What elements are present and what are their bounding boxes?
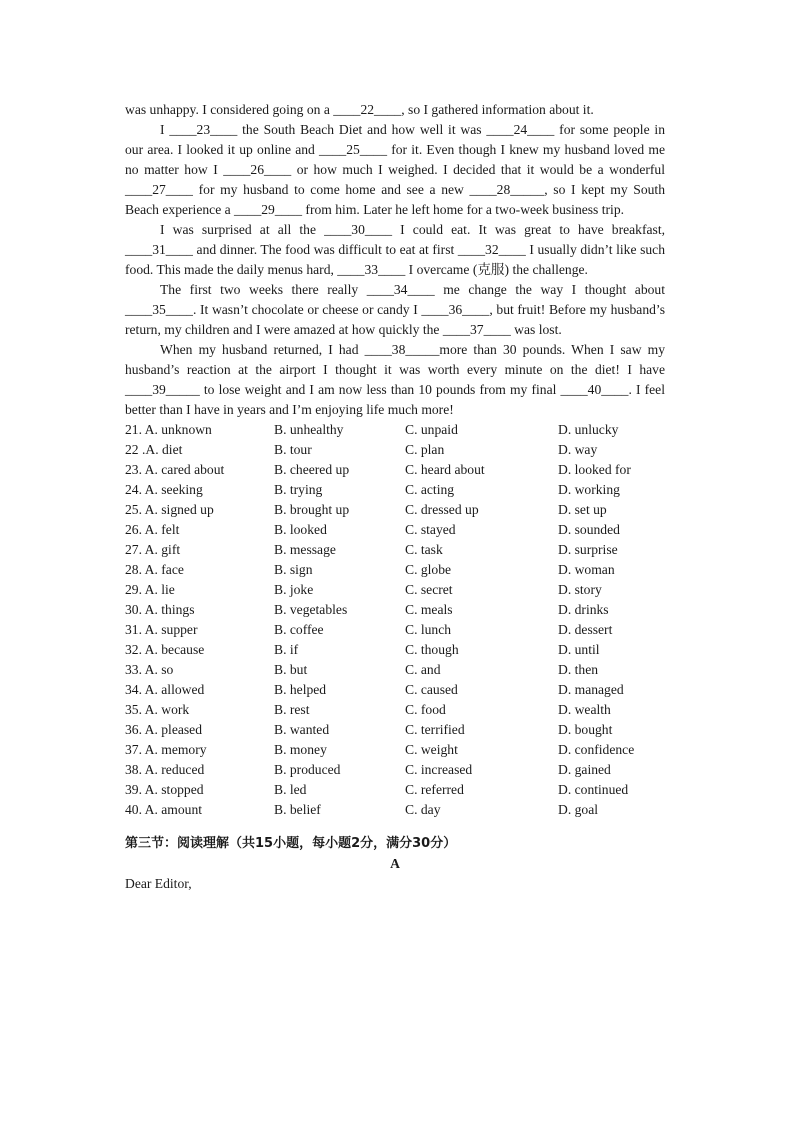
option-d: D. until bbox=[558, 642, 600, 657]
option-a: 30. A. things bbox=[125, 602, 195, 617]
option-a: 28. A. face bbox=[125, 562, 184, 577]
question-row bbox=[125, 440, 665, 460]
option-d: D. then bbox=[558, 662, 599, 677]
option-c: C. caused bbox=[405, 682, 458, 697]
option-d: D. confidence bbox=[558, 742, 635, 757]
option-b: B. rest bbox=[274, 702, 310, 717]
option-d: D. looked for bbox=[558, 462, 631, 477]
option-d: D. woman bbox=[558, 562, 615, 577]
option-b: B. brought up bbox=[274, 502, 350, 517]
option-d: D. story bbox=[558, 582, 602, 597]
option-b: B. but bbox=[274, 662, 308, 677]
option-a: 32. A. because bbox=[125, 642, 205, 657]
option-d: D. surprise bbox=[558, 542, 618, 557]
option-d: D. bought bbox=[558, 722, 613, 737]
option-b: B. wanted bbox=[274, 722, 330, 737]
option-b: B. cheered up bbox=[274, 462, 350, 477]
option-b: B. money bbox=[274, 742, 327, 757]
option-c: C. globe bbox=[405, 562, 452, 577]
option-a: 27. A. gift bbox=[125, 542, 181, 557]
question-row bbox=[125, 720, 665, 740]
question-row bbox=[125, 680, 665, 700]
passage-paragraph: I ____23____ the South Beach Diet and how well it was ____24____ for some people in our area. I looked it up online and ____25____ for it. Even though I knew my husband loved me no matter how I ____26____ or how much I weighed. I decided that it would be a wonderful ____27____ for my husband to come home and see a new ____28_____, so I kept my South Beach experience a ____29____ from him. Later he left home for a two-week business trip. bbox=[125, 122, 665, 217]
option-c: C. dressed up bbox=[405, 502, 479, 517]
option-d: D. managed bbox=[558, 682, 624, 697]
option-b: B. looked bbox=[274, 522, 327, 537]
passage-paragraph: When my husband returned, I had ____38_____more than 30 pounds. When I saw my husband’s reaction at the airport I thought it was worth every minute on the diet! I have ____39_____ to lose weight and I am now less than 10 pounds from my final ____40____. I feel better than I have in years and I’m enjoying life much more! bbox=[125, 342, 665, 417]
option-a: 29. A. lie bbox=[125, 582, 175, 597]
question-row bbox=[125, 500, 665, 520]
option-a: 37. A. memory bbox=[125, 742, 207, 757]
option-c: C. food bbox=[405, 702, 446, 717]
question-row bbox=[125, 520, 665, 540]
passage-paragraph: was unhappy. I considered going on a ____22____, so I gathered information about it. bbox=[125, 102, 594, 117]
option-c: C. unpaid bbox=[405, 422, 458, 437]
option-b: B. coffee bbox=[274, 622, 324, 637]
option-d: D. wealth bbox=[558, 702, 611, 717]
question-row bbox=[125, 700, 665, 720]
question-row bbox=[125, 660, 665, 680]
passage-paragraph: The first two weeks there really ____34____ me change the way I thought about ____35____. It wasn’t chocolate or cheese or candy I ____36____, but fruit! Before my husband’s return, my children and I were amazed at how quickly the ____37____ was lost. bbox=[125, 282, 665, 337]
option-b: B. message bbox=[274, 542, 336, 557]
option-a: 35. A. work bbox=[125, 702, 190, 717]
question-row bbox=[125, 620, 665, 640]
passage-paragraph: I was surprised at all the ____30____ I could eat. It was great to have breakfast, ____31____ and dinner. The food was difficult to eat at first ____32____ I usually didn’t like such food. This made the daily menus hard, ____33____ I overcame (克服) the challenge. bbox=[125, 222, 665, 277]
option-b: B. tour bbox=[274, 442, 312, 457]
option-a: 26. A. felt bbox=[125, 522, 180, 537]
option-b: B. vegetables bbox=[274, 602, 348, 617]
option-a: 33. A. so bbox=[125, 662, 174, 677]
option-c: C. acting bbox=[405, 482, 455, 497]
option-a: 34. A. allowed bbox=[125, 682, 205, 697]
option-c: C. secret bbox=[405, 582, 453, 597]
option-c: C. plan bbox=[405, 442, 445, 457]
letter-salutation: Dear Editor, bbox=[125, 876, 192, 891]
question-row bbox=[125, 420, 665, 440]
option-d: D. unlucky bbox=[558, 422, 619, 437]
option-a: 24. A. seeking bbox=[125, 482, 203, 497]
option-a: 22 .A. diet bbox=[125, 442, 183, 457]
option-c: C. increased bbox=[405, 762, 473, 777]
question-row bbox=[125, 800, 665, 820]
option-a: 40. A. amount bbox=[125, 802, 203, 817]
option-c: C. stayed bbox=[405, 522, 456, 537]
option-c: C. day bbox=[405, 802, 441, 817]
option-d: D. gained bbox=[558, 762, 611, 777]
section-heading: 第三节：阅读理解（共15小题，每小题2分，满分30分） bbox=[125, 836, 457, 851]
option-b: B. produced bbox=[274, 762, 341, 777]
option-d: D. working bbox=[558, 482, 620, 497]
option-d: D. set up bbox=[558, 502, 607, 517]
option-d: D. way bbox=[558, 442, 598, 457]
option-a: 23. A. cared about bbox=[125, 462, 225, 477]
exam-page bbox=[125, 100, 665, 894]
option-b: B. helped bbox=[274, 682, 327, 697]
question-row bbox=[125, 460, 665, 480]
option-d: D. goal bbox=[558, 802, 599, 817]
option-b: B. if bbox=[274, 642, 299, 657]
option-b: B. unhealthy bbox=[274, 422, 344, 437]
option-c: C. task bbox=[405, 542, 443, 557]
option-a: 31. A. supper bbox=[125, 622, 198, 637]
option-a: 36. A. pleased bbox=[125, 722, 203, 737]
option-c: C. heard about bbox=[405, 462, 485, 477]
option-c: C. referred bbox=[405, 782, 464, 797]
option-d: D. dessert bbox=[558, 622, 613, 637]
option-a: 39. A. stopped bbox=[125, 782, 204, 797]
option-a: 38. A. reduced bbox=[125, 762, 205, 777]
option-b: B. joke bbox=[274, 582, 314, 597]
answer-options bbox=[125, 420, 665, 820]
option-d: D. drinks bbox=[558, 602, 609, 617]
option-a: 25. A. signed up bbox=[125, 502, 214, 517]
question-row bbox=[125, 580, 665, 600]
question-row bbox=[125, 560, 665, 580]
passage-label: A bbox=[390, 856, 400, 871]
question-row bbox=[125, 740, 665, 760]
option-c: C. and bbox=[405, 662, 441, 677]
option-b: B. trying bbox=[274, 482, 323, 497]
question-row bbox=[125, 760, 665, 780]
question-row bbox=[125, 780, 665, 800]
option-b: B. led bbox=[274, 782, 307, 797]
question-row bbox=[125, 600, 665, 620]
option-d: D. continued bbox=[558, 782, 629, 797]
option-d: D. sounded bbox=[558, 522, 620, 537]
question-row bbox=[125, 640, 665, 660]
question-row bbox=[125, 480, 665, 500]
option-c: C. meals bbox=[405, 602, 453, 617]
option-c: C. lunch bbox=[405, 622, 452, 637]
option-c: C. terrified bbox=[405, 722, 465, 737]
option-b: B. belief bbox=[274, 802, 321, 817]
question-row bbox=[125, 540, 665, 560]
option-b: B. sign bbox=[274, 562, 313, 577]
cloze-passage bbox=[125, 100, 665, 420]
option-c: C. weight bbox=[405, 742, 458, 757]
option-c: C. though bbox=[405, 642, 459, 657]
option-a: 21. A. unknown bbox=[125, 422, 212, 437]
